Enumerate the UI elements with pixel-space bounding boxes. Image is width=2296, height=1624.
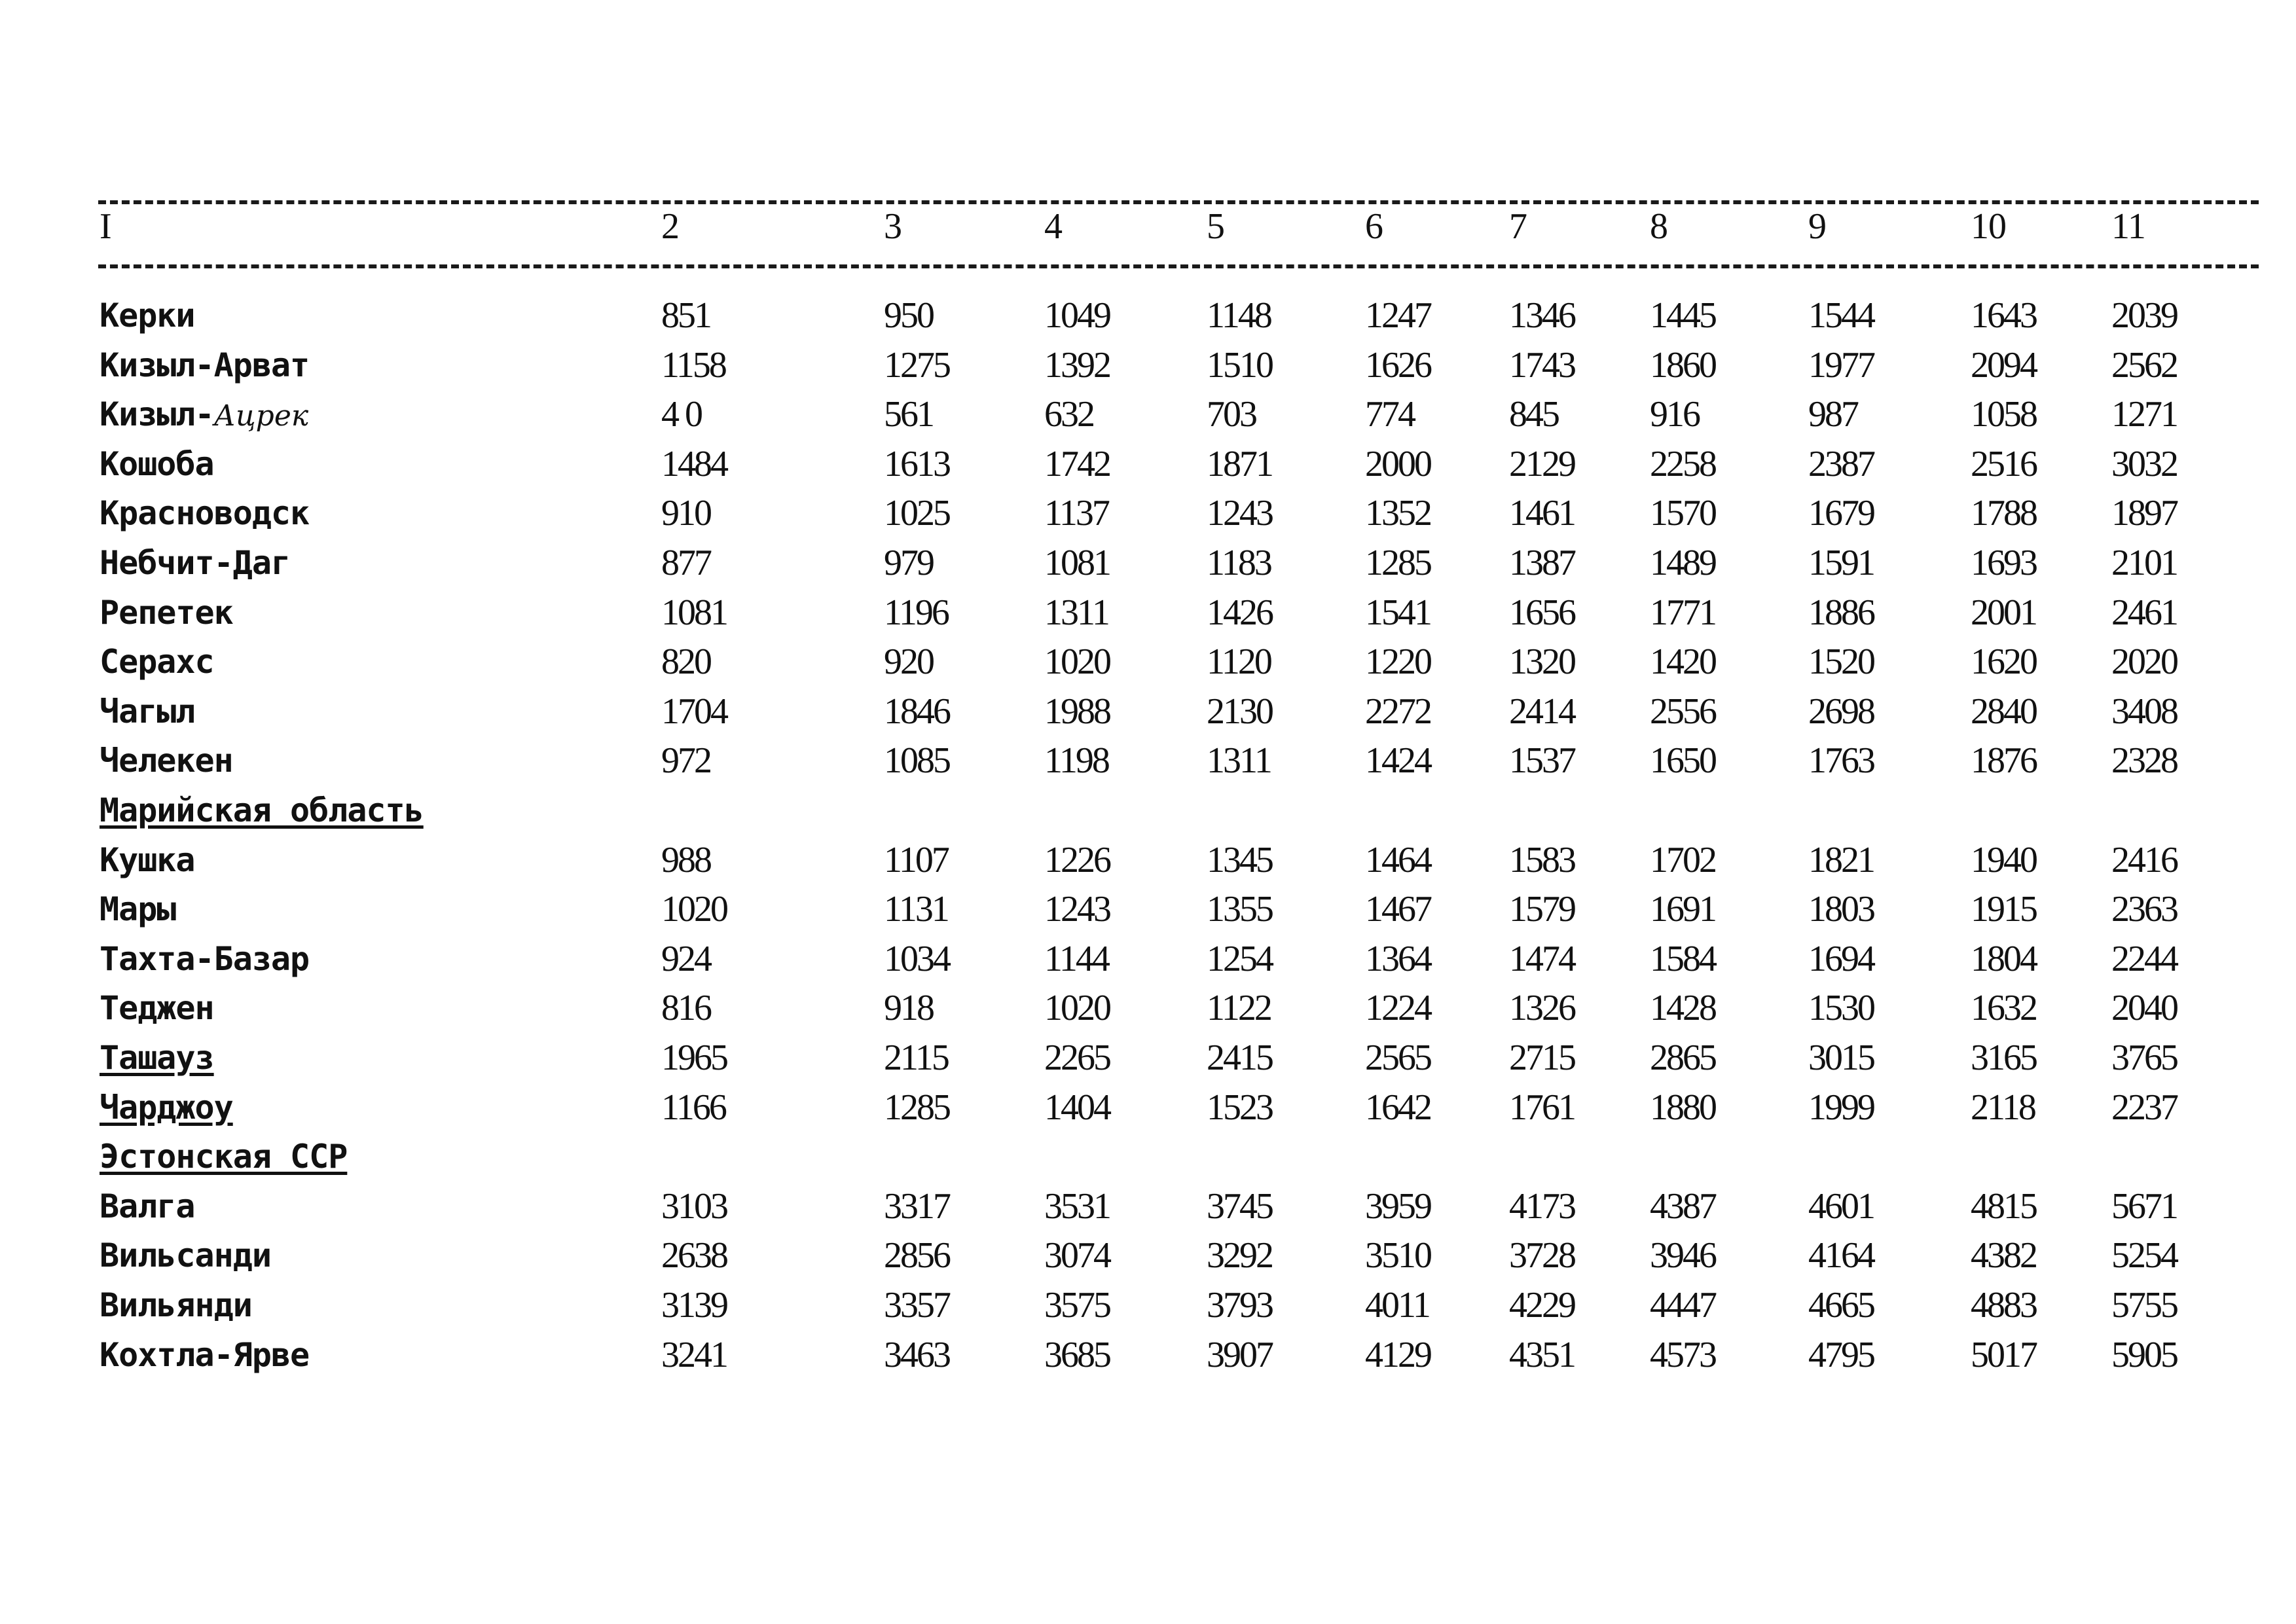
table-cell: 1484 — [661, 444, 727, 484]
table-cell: 3074 — [1044, 1235, 1110, 1276]
row-label: Кизыл-Ацрек — [100, 395, 309, 433]
table-cell: 1620 — [1971, 641, 2036, 682]
table-cell: 820 — [661, 641, 710, 682]
table-cell: 4173 — [1509, 1186, 1575, 1227]
column-header-5: 5 — [1207, 206, 1224, 247]
table-header-rule — [98, 264, 2259, 268]
table-cell: 2118 — [1971, 1087, 2035, 1128]
table-cell: 1404 — [1044, 1087, 1110, 1128]
table-cell: 2856 — [884, 1235, 949, 1276]
table-cell: 4387 — [1650, 1186, 1715, 1227]
table-cell: 851 — [661, 295, 710, 336]
table-cell: 3292 — [1207, 1235, 1272, 1276]
table-cell: 1510 — [1207, 345, 1272, 386]
row-label: Челекен — [100, 742, 233, 780]
row-label: Репетек — [100, 594, 233, 632]
table-cell: 1584 — [1650, 939, 1715, 979]
table-cell: 1025 — [884, 493, 949, 533]
table-cell: 1626 — [1365, 345, 1430, 386]
table-cell: 1183 — [1207, 543, 1271, 583]
table-cell: 1489 — [1650, 543, 1715, 583]
table-cell: 5671 — [2111, 1186, 2177, 1227]
row-label: Кошоба — [100, 445, 214, 483]
table-cell: 5755 — [2111, 1285, 2177, 1326]
row-label: Вильянди — [100, 1286, 252, 1324]
table-cell: 1860 — [1650, 345, 1715, 386]
column-header-11: 11 — [2111, 206, 2145, 247]
column-header-1: I — [100, 206, 111, 247]
table-cell: 3103 — [661, 1186, 727, 1227]
table-cell: 1020 — [661, 889, 727, 929]
table-cell: 1311 — [1207, 740, 1271, 781]
table-cell: 1632 — [1971, 988, 2036, 1028]
table-cell: 2562 — [2111, 345, 2177, 386]
table-cell: 2258 — [1650, 444, 1715, 484]
table-cell: 2363 — [2111, 889, 2177, 929]
table-cell: 1642 — [1365, 1087, 1430, 1128]
table-cell: 1583 — [1509, 840, 1575, 880]
table-cell: 2130 — [1207, 691, 1272, 732]
column-header-3: 3 — [884, 206, 902, 247]
column-header-10: 10 — [1971, 206, 2006, 247]
table-cell: 1058 — [1971, 394, 2036, 435]
table-cell: 816 — [661, 988, 710, 1028]
table-cell: 1198 — [1044, 740, 1108, 781]
row-label: Красноводск — [100, 494, 310, 532]
table-cell: 1122 — [1207, 988, 1271, 1028]
table-cell: 1424 — [1365, 740, 1430, 781]
table-cell: 3241 — [661, 1335, 727, 1375]
table-cell: 1275 — [884, 345, 949, 386]
table-cell: 1166 — [661, 1087, 725, 1128]
table-cell: 2039 — [2111, 295, 2177, 336]
table-cell: 2865 — [1650, 1038, 1715, 1078]
handwritten-label-part: Ацрек — [213, 399, 309, 433]
table-cell: 2387 — [1808, 444, 1874, 484]
table-cell: 1679 — [1808, 493, 1874, 533]
table-cell: 1144 — [1044, 939, 1108, 979]
row-label: Кушка — [100, 841, 195, 879]
table-cell: 3139 — [661, 1285, 727, 1326]
table-cell: 3408 — [2111, 691, 2177, 732]
table-cell: 1530 — [1808, 988, 1874, 1028]
table-cell: 3907 — [1207, 1335, 1272, 1375]
table-cell: 3317 — [884, 1186, 949, 1227]
row-label: Чарджоу — [100, 1089, 233, 1127]
table-cell: 1897 — [2111, 493, 2177, 533]
table-cell: 4229 — [1509, 1285, 1575, 1326]
table-cell: 1311 — [1044, 592, 1108, 633]
table-cell: 877 — [661, 543, 710, 583]
table-cell: 2414 — [1509, 691, 1575, 732]
table-cell: 4573 — [1650, 1335, 1715, 1375]
section-heading: Марийская область — [100, 791, 424, 829]
row-label: Вильсанди — [100, 1236, 271, 1274]
table-cell: 1364 — [1365, 939, 1430, 979]
table-cell: 1570 — [1650, 493, 1715, 533]
table-cell: 1107 — [884, 840, 948, 880]
table-cell: 1034 — [884, 939, 949, 979]
table-cell: 1804 — [1971, 939, 2036, 979]
table-cell: 3728 — [1509, 1235, 1575, 1276]
table-cell: 1326 — [1509, 988, 1575, 1028]
table-cell: 1886 — [1808, 592, 1874, 633]
column-header-8: 8 — [1650, 206, 1667, 247]
table-cell: 1613 — [884, 444, 949, 484]
table-cell: 1474 — [1509, 939, 1575, 979]
table-cell: 845 — [1509, 394, 1558, 435]
table-cell: 1131 — [884, 889, 948, 929]
table-cell: 1420 — [1650, 641, 1715, 682]
table-cell: 1788 — [1971, 493, 2036, 533]
table-cell: 1579 — [1509, 889, 1575, 929]
table-cell: 1461 — [1509, 493, 1575, 533]
table-cell: 1352 — [1365, 493, 1430, 533]
table-cell: 4601 — [1808, 1186, 1874, 1227]
table-cell: 1771 — [1650, 592, 1715, 633]
table-cell: 1320 — [1509, 641, 1575, 682]
table-cell: 910 — [661, 493, 710, 533]
table-cell: 1220 — [1365, 641, 1430, 682]
table-cell: 2237 — [2111, 1087, 2177, 1128]
table-cell: 2461 — [2111, 592, 2177, 633]
table-cell: 4795 — [1808, 1335, 1874, 1375]
table-cell: 2272 — [1365, 691, 1430, 732]
table-cell: 1965 — [661, 1038, 727, 1078]
table-cell: 1876 — [1971, 740, 2036, 781]
table-cell: 1988 — [1044, 691, 1110, 732]
table-cell: 774 — [1365, 394, 1414, 435]
column-header-4: 4 — [1044, 206, 1062, 247]
table-cell: 1821 — [1808, 840, 1874, 880]
table-cell: 1243 — [1044, 889, 1110, 929]
table-cell: 2001 — [1971, 592, 2036, 633]
table-cell: 1977 — [1808, 345, 1874, 386]
table-cell: 1541 — [1365, 592, 1430, 633]
table-cell: 2638 — [661, 1235, 727, 1276]
table-cell: 1763 — [1808, 740, 1874, 781]
table-cell: 1999 — [1808, 1087, 1874, 1128]
table-cell: 1137 — [1044, 493, 1108, 533]
table-cell: 2565 — [1365, 1038, 1430, 1078]
table-cell: 1426 — [1207, 592, 1272, 633]
table-cell: 1464 — [1365, 840, 1430, 880]
table-cell: 2000 — [1365, 444, 1430, 484]
table-cell: 2516 — [1971, 444, 2036, 484]
table-cell: 3745 — [1207, 1186, 1272, 1227]
table-top-rule — [98, 200, 2259, 204]
table-cell: 2094 — [1971, 345, 2036, 386]
table-cell: 1346 — [1509, 295, 1575, 336]
table-cell: 1704 — [661, 691, 727, 732]
table-cell: 1537 — [1509, 740, 1575, 781]
table-cell: 1247 — [1365, 295, 1430, 336]
table-cell: 1355 — [1207, 889, 1272, 929]
table-cell: 4883 — [1971, 1285, 2036, 1326]
table-cell: 1158 — [661, 345, 725, 386]
table-cell: 4665 — [1808, 1285, 1874, 1326]
table-cell: 2265 — [1044, 1038, 1110, 1078]
table-cell: 2244 — [2111, 939, 2177, 979]
table-cell: 3765 — [2111, 1038, 2177, 1078]
table-cell: 3685 — [1044, 1335, 1110, 1375]
table-cell: 1020 — [1044, 988, 1110, 1028]
table-cell: 2715 — [1509, 1038, 1575, 1078]
table-cell: 632 — [1044, 394, 1093, 435]
table-cell: 1445 — [1650, 295, 1715, 336]
table-cell: 3463 — [884, 1335, 949, 1375]
table-cell: 2415 — [1207, 1038, 1272, 1078]
table-cell: 1085 — [884, 740, 949, 781]
table-cell: 987 — [1808, 394, 1857, 435]
table-cell: 4129 — [1365, 1335, 1430, 1375]
row-label: Серахс — [100, 643, 214, 681]
column-header-6: 6 — [1365, 206, 1383, 247]
table-cell: 1803 — [1808, 889, 1874, 929]
table-cell: 5017 — [1971, 1335, 2036, 1375]
table-cell: 4815 — [1971, 1186, 2036, 1227]
table-cell: 4164 — [1808, 1235, 1874, 1276]
table-cell: 2129 — [1509, 444, 1575, 484]
table-cell: 1743 — [1509, 345, 1575, 386]
table-cell: 1120 — [1207, 641, 1271, 682]
table-cell: 1591 — [1808, 543, 1874, 583]
table-cell: 4 0 — [661, 394, 701, 435]
row-label: Чагыл — [100, 693, 195, 731]
table-cell: 1285 — [1365, 543, 1430, 583]
table-cell: 1020 — [1044, 641, 1110, 682]
table-cell: 2020 — [2111, 641, 2177, 682]
table-cell: 2040 — [2111, 988, 2177, 1028]
table-cell: 5905 — [2111, 1335, 2177, 1375]
row-label: Кохтла-Ярве — [100, 1336, 310, 1374]
table-cell: 2556 — [1650, 691, 1715, 732]
column-header-7: 7 — [1509, 206, 1527, 247]
table-cell: 2115 — [884, 1038, 948, 1078]
table-cell: 2698 — [1808, 691, 1874, 732]
row-label: Небчит-Даг — [100, 544, 291, 582]
table-cell: 918 — [884, 988, 933, 1028]
table-cell: 2416 — [2111, 840, 2177, 880]
table-cell: 561 — [884, 394, 933, 435]
table-cell: 4011 — [1365, 1285, 1429, 1326]
table-cell: 1523 — [1207, 1087, 1272, 1128]
table-cell: 3959 — [1365, 1186, 1430, 1227]
table-cell: 1544 — [1808, 295, 1874, 336]
table-cell: 924 — [661, 939, 710, 979]
row-label: Тахта-Базар — [100, 940, 310, 978]
table-cell: 1871 — [1207, 444, 1272, 484]
table-cell: 1081 — [1044, 543, 1110, 583]
table-cell: 1467 — [1365, 889, 1430, 929]
table-cell: 1702 — [1650, 840, 1715, 880]
table-cell: 1148 — [1207, 295, 1271, 336]
column-header-2: 2 — [661, 206, 679, 247]
table-cell: 4382 — [1971, 1235, 2036, 1276]
table-cell: 979 — [884, 543, 933, 583]
column-header-9: 9 — [1808, 206, 1826, 247]
table-cell: 3032 — [2111, 444, 2177, 484]
table-cell: 972 — [661, 740, 710, 781]
table-cell: 3015 — [1808, 1038, 1874, 1078]
table-cell: 920 — [884, 641, 933, 682]
table-cell: 988 — [661, 840, 710, 880]
table-cell: 3793 — [1207, 1285, 1272, 1326]
table-cell: 1520 — [1808, 641, 1874, 682]
table-cell: 1387 — [1509, 543, 1575, 583]
row-label: Кизыл-Арват — [100, 346, 310, 384]
table-cell: 2840 — [1971, 691, 2036, 732]
table-cell: 3357 — [884, 1285, 949, 1326]
table-cell: 1081 — [661, 592, 727, 633]
table-cell: 2101 — [2111, 543, 2177, 583]
table-cell: 1196 — [884, 592, 948, 633]
table-cell: 3575 — [1044, 1285, 1110, 1326]
table-cell: 1226 — [1044, 840, 1110, 880]
table-cell: 5254 — [2111, 1235, 2177, 1276]
table-cell: 1693 — [1971, 543, 2036, 583]
table-cell: 3531 — [1044, 1186, 1110, 1227]
table-cell: 916 — [1650, 394, 1699, 435]
table-cell: 1650 — [1650, 740, 1715, 781]
table-cell: 1880 — [1650, 1087, 1715, 1128]
table-cell: 4447 — [1650, 1285, 1715, 1326]
row-label: Мары — [100, 890, 176, 928]
table-cell: 1285 — [884, 1087, 949, 1128]
table-cell: 1915 — [1971, 889, 2036, 929]
row-label: Теджен — [100, 989, 214, 1027]
table-cell: 1761 — [1509, 1087, 1575, 1128]
table-cell: 1271 — [2111, 394, 2177, 435]
table-cell: 1243 — [1207, 493, 1272, 533]
table-cell: 3510 — [1365, 1235, 1430, 1276]
table-cell: 1742 — [1044, 444, 1110, 484]
table-cell: 1940 — [1971, 840, 2036, 880]
row-label: Керки — [100, 297, 195, 334]
table-cell: 1691 — [1650, 889, 1715, 929]
table-cell: 2328 — [2111, 740, 2177, 781]
table-cell: 3165 — [1971, 1038, 2036, 1078]
table-cell: 1694 — [1808, 939, 1874, 979]
table-cell: 1643 — [1971, 295, 2036, 336]
table-cell: 1049 — [1044, 295, 1110, 336]
row-label: Ташауз — [100, 1039, 214, 1077]
section-heading: Эстонская ССР — [100, 1138, 348, 1176]
table-cell: 1656 — [1509, 592, 1575, 633]
table-cell: 1345 — [1207, 840, 1272, 880]
row-label: Валга — [100, 1187, 195, 1225]
table-cell: 1428 — [1650, 988, 1715, 1028]
table-cell: 1392 — [1044, 345, 1110, 386]
table-cell: 1254 — [1207, 939, 1272, 979]
table-cell: 4351 — [1509, 1335, 1575, 1375]
table-cell: 703 — [1207, 394, 1256, 435]
table-cell: 950 — [884, 295, 933, 336]
table-cell: 1224 — [1365, 988, 1430, 1028]
table-cell: 3946 — [1650, 1235, 1715, 1276]
table-cell: 1846 — [884, 691, 949, 732]
